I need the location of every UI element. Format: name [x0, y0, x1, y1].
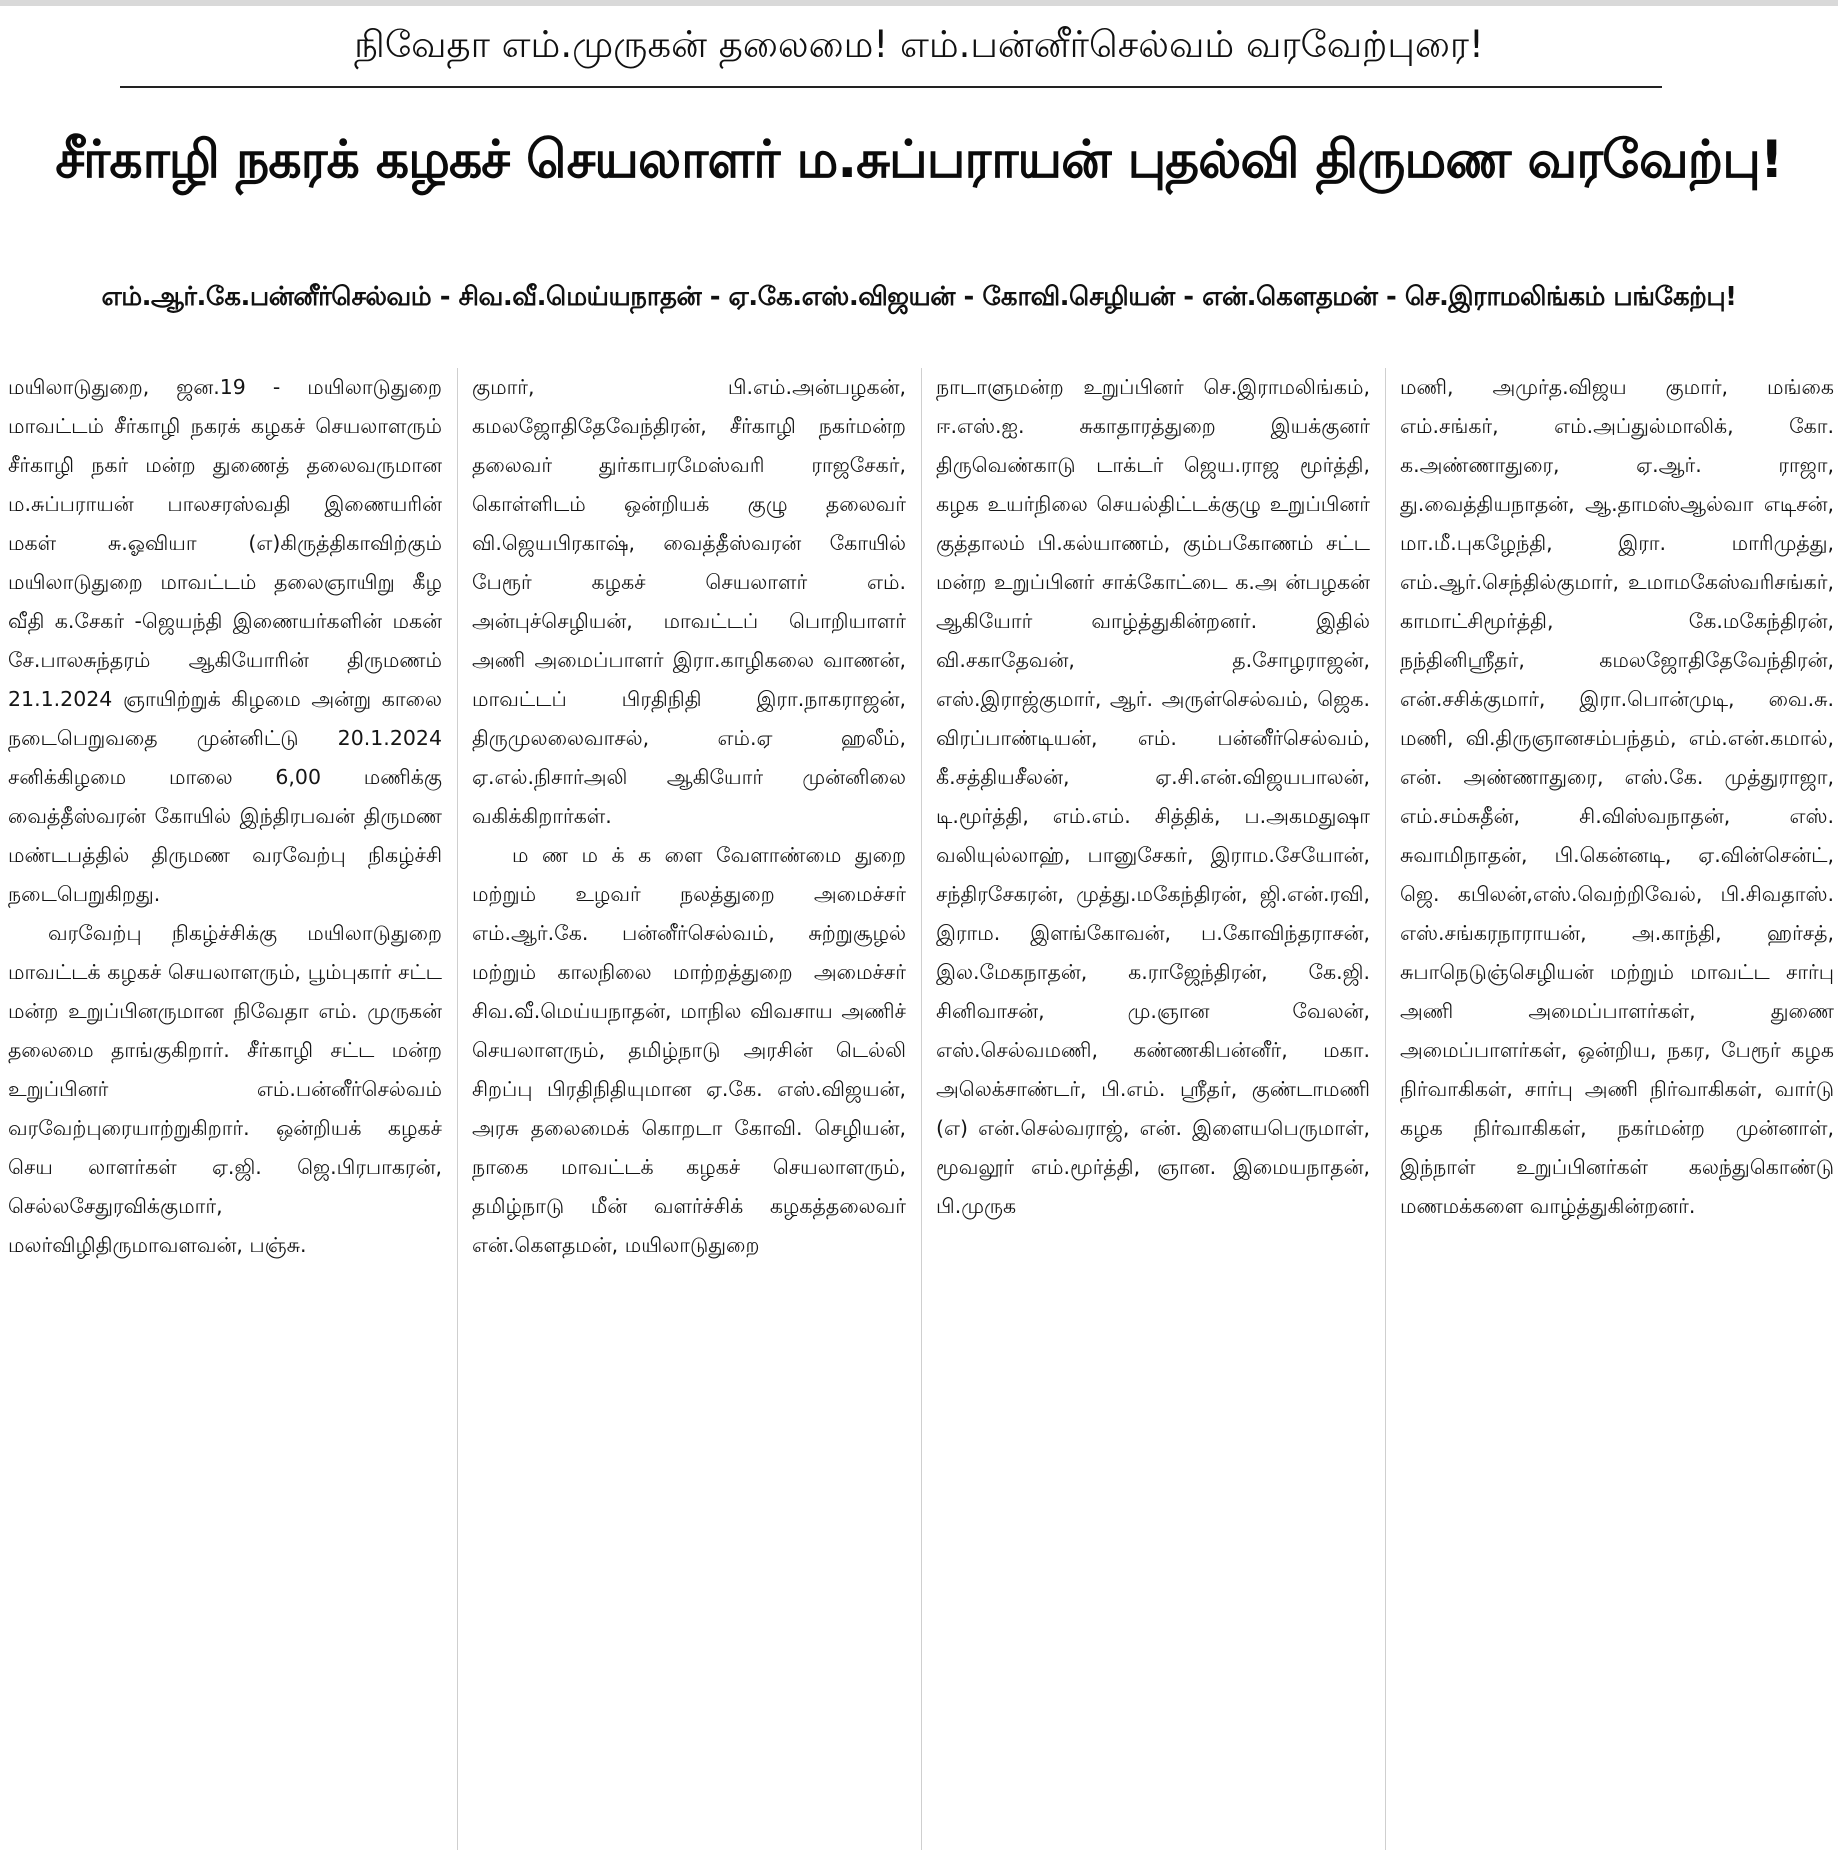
column-divider	[457, 368, 458, 1850]
kicker-divider	[120, 86, 1662, 88]
paragraph: ம ண ம க் க ளை வேளாண்மை துறை மற்றும் உழவர் நலத்துறை அமைச்சர் எம்.ஆர்.கே. பன்னீர்செல்வம், சுற்றுசூழல் மற்றும் காலநிலை மாற்றத்துறை அமைச்சர் சிவ.வீ.மெய்யநாதன், மாநில விவசாய அணிச் செயலாளரும், தமிழ்நாடு அரசின் டெல்லி சிறப்பு பிரதிநிதியுமான ஏ.கே. எஸ்.விஜயன், அரசு தலைமைக் கொறடா கோவி. செழியன், நாகை மாவட்டக் கழகச் செயலாளரும், தமிழ்நாடு மீன் வளர்ச்சிக் கழகத்தலைவர் என்.கௌதமன், மயிலாடுதுறை	[472, 843, 906, 1257]
kicker-line: நிவேதா எம்.முருகன் தலைமை! எம்.பன்னீர்செல்வம் வரவேற்புரை!	[354, 23, 1484, 66]
column-divider	[921, 368, 922, 1850]
subheadline-participants: எம்.ஆர்.கே.பன்னீர்செல்வம் - சிவ.வீ.மெய்யநாதன் - ஏ.கே.எஸ்.விஜயன் - கோவி.செழியன் - என்.கௌதமன் - செ.இராமலிங்கம் பங்கேற்பு!	[101, 282, 1737, 312]
paragraph: குமார், பி.எம்.அன்பழகன், கமலஜோதிதேவேந்திரன், சீர்காழி நகர்மன்ற தலைவர் துர்காபரமேஸ்வரி ராஜசேகர், கொள்ளிடம் ஒன்றியக் குழு தலைவர் வி.ஜெயபிரகாஷ், வைத்தீஸ்வரன் கோயில் பேரூர் கழகச் செயலாளர் எம். அன்புச்செழியன், மாவட்டப் பொறியாளர் அணி அமைப்பாளர் இரா.காழிகலை வாணன், மாவட்டப் பிரதிநிதி இரா.நாகராஜன், திருமுலலைவாசல், எம்.ஏ ஹலீம், ஏ.எல்.நிசார்அலி ஆகியோர் முன்னிலை வகிக்கிறார்கள்.	[472, 375, 906, 828]
article-column-3	[936, 368, 1370, 1850]
paragraph: வரவேற்பு நிகழ்ச்சிக்கு மயிலாடுதுறை மாவட்டக் கழகச் செயலாளரும், பூம்புகார் சட்ட மன்ற உறுப்பினருமான நிவேதா எம். முருகன் தலைமை தாங்குகிறார். சீர்காழி சட்ட மன்ற உறுப்பினர் எம்.பன்னீர்செல்வம் வரவேற்புரையாற்றுகிறார். ஒன்றியக் கழகச் செய லாளர்கள் ஏ.ஜி. ஜெ.பிரபாகரன், செல்லசேதுரவிக்குமார், மலர்விழிதிருமாவளவன், பஞ்சு.	[8, 921, 442, 1257]
paragraph: மணி, அமுர்த.விஜய குமார், மங்கை எம்.சங்கர், எம்.அப்துல்மாலிக், கோ. க.அண்ணாதுரை, ஏ.ஆர். ராஜா, து.வைத்தியநாதன், ஆ.தாமஸ்ஆல்வா எடிசன், மா.மீ.புகழேந்தி, இரா. மாரிமுத்து, எம்.ஆர்.செந்தில்குமார், உமாமகேஸ்வரிசங்கர், காமாட்சிமூர்த்தி, கே.மகேந்திரன், நந்தினிஸ்ரீதர், கமலஜோதிதேவேந்திரன், என்.சசிக்குமார், இரா.பொன்முடி, வை.சு. மணி, வி.திருஞானசம்பந்தம், எம்.என்.கமால், என். அண்ணாதுரை, எஸ்.கே. முத்துராஜா, எம்.சம்சுதீன், சி.விஸ்வநாதன், எஸ். சுவாமிநாதன், பி.கென்னடி, ஏ.வின்சென்ட், ஜெ. கபிலன்,எஸ்.வெற்றிவேல், பி.சிவதாஸ். எஸ்.சங்கரநாராயன், அ.காந்தி, ஹர்சத், சுபாநெடுஞ்செழியன் மற்றும் மாவட்ட சார்பு அணி அமைப்பாளர்கள், துணை அமைப்பாளர்கள், ஒன்றிய, நகர, பேரூர் கழக நிர்வாகிகள், சார்பு அணி நிர்வாகிகள், வார்டு கழக நிர்வாகிகள், நகர்மன்ற முன்னாள், இந்நாள் உறுப்பினர்கள் கலந்துகொண்டு மணமக்களை வாழ்த்துகின்றனர்.	[1400, 375, 1834, 1218]
column-divider	[1385, 368, 1386, 1850]
paragraph: மயிலாடுதுறை, ஜன.19 - மயிலாடுதுறை மாவட்டம் சீர்காழி நகரக் கழகச் செயலாளரும் சீர்காழி நகர் மன்ற துணைத் தலைவருமான ம.சுப்பராயன் பாலசரஸ்வதி இணையரின் மகள் சு.ஓவியா (எ)கிருத்திகாவிற்கும் மயிலாடுதுறை மாவட்டம் தலைஞாயிறு கீழ வீதி க.சேகர் -ஜெயந்தி இணையர்களின் மகன் சே.பாலசுந்தரம் ஆகியோரின் திருமணம் 21.1.2024 ஞாயிற்றுக் கிழமை அன்று காலை நடைபெறுவதை முன்னிட்டு 20.1.2024 சனிக்கிழமை மாலை 6,00 மணிக்கு வைத்தீஸ்வரன் கோயில் இந்திரபவன் திருமண மண்டபத்தில் திருமண வரவேற்பு நிகழ்ச்சி நடைபெறுகிறது.	[8, 375, 442, 906]
article-body	[0, 368, 1838, 1850]
article-column-1	[8, 368, 442, 1850]
article-column-4	[1400, 368, 1834, 1850]
article-column-2	[472, 368, 906, 1850]
paragraph: நாடாளுமன்ற உறுப்பினர் செ.இராமலிங்கம், ஈ.எஸ்.ஐ. சுகாதாரத்துறை இயக்குனர் திருவெண்காடு டாக்டர் ஜெய.ராஜ மூர்த்தி, கழக உயர்நிலை செயல்திட்டக்குழு உறுப்பினர் குத்தாலம் பி.கல்யாணம், கும்பகோணம் சட்ட மன்ற உறுப்பினர் சாக்கோட்டை க.அ ன்பழகன் ஆகியோர் வாழ்த்துகின்றனர். இதில் வி.சகாதேவன், த.சோழராஜன், எஸ்.இராஜ்குமார், ஆர். அருள்செல்வம், ஜெக. விரப்பாண்டியன், எம். பன்னீர்செல்வம், கீ.சத்தியசீலன், ஏ.சி.என்.விஜயபாலன், டி.மூர்த்தி, எம்.எம். சித்திக், ப.அகமதுஷா வலியுல்லாஹ், பானுசேகர், இராம.சேயோன், சந்திரசேகரன், முத்து.மகேந்திரன், ஜி.என்.ரவி, இராம. இளங்கோவன், ப.கோவிந்தராசன், இல.மேகநாதன், க.ராஜேந்திரன், கே.ஜி. சினிவாசன், மு.ஞான வேலன், எஸ்.செல்வமணி, கண்ணகிபன்னீர், மகா. அலெக்சாண்டர், பி.எம். ஸ்ரீதர், குண்டாமணி (எ) என்.செல்வராஜ், என். இளையபெருமாள், மூவலூர் எம்.மூர்த்தி, ஞான. இமையநாதன், பி.முருக	[936, 375, 1370, 1218]
main-headline: சீர்காழி நகரக் கழகச் செயலாளர் ம.சுப்பராயன் புதல்வி திருமண வரவேற்பு!	[55, 130, 1783, 190]
top-border	[0, 0, 1838, 6]
